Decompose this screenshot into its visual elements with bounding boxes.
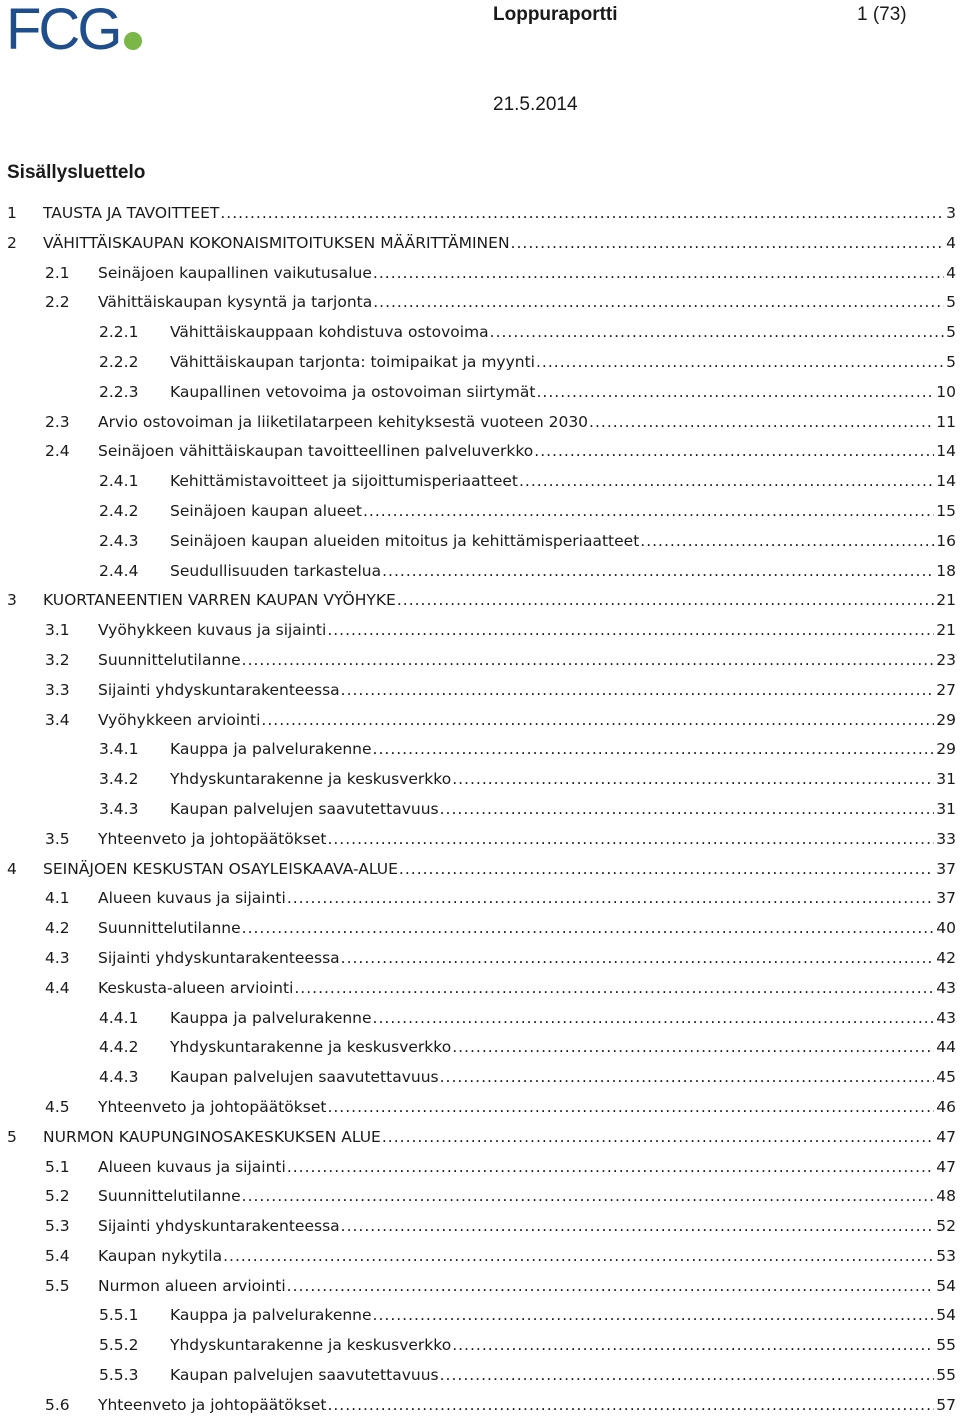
toc-dot-leader: [452, 1033, 934, 1063]
toc-dot-leader: [287, 1272, 935, 1302]
toc-entry-number: 4.4.3: [99, 1068, 139, 1087]
toc-entry-title: Kaupan palvelujen saavutettavuus: [170, 1366, 439, 1385]
toc-entry-page: 29: [936, 740, 956, 759]
toc-entry-line: [98, 884, 956, 914]
toc-dot-leader: [519, 467, 934, 497]
toc-entry-page: 48: [936, 1187, 956, 1206]
toc-entry-line: [170, 765, 956, 795]
toc-entry[interactable]: [0, 437, 960, 467]
toc-entry-number: 5.5.1: [99, 1306, 139, 1325]
toc-entry[interactable]: [0, 914, 960, 944]
toc-entry-number: 5: [7, 1127, 17, 1146]
toc-entry-line: [98, 974, 956, 1004]
toc-dot-leader: [223, 1242, 934, 1272]
toc-entry-number: 2.4.1: [99, 472, 139, 491]
toc-entry-line: [170, 497, 956, 527]
toc-dot-leader: [287, 1153, 934, 1183]
toc-entry[interactable]: [0, 706, 960, 736]
toc-entry-number: 5.1: [45, 1157, 70, 1176]
toc-entry-page: 21: [936, 621, 956, 640]
toc-entry-page: 3: [946, 204, 956, 222]
toc-entry[interactable]: [0, 1272, 960, 1302]
toc-entry-line: [98, 646, 956, 676]
toc-entry-number: 4.1: [45, 889, 70, 908]
toc-entry-number: 2.4: [45, 442, 70, 461]
toc-entry-title: Seinäjoen vähittäiskaupan tavoitteellinen palveluverkko: [98, 442, 534, 461]
toc-dot-leader: [440, 1063, 935, 1093]
toc-entry-line: [170, 557, 956, 587]
toc-dot-leader: [242, 914, 935, 944]
toc-dot-leader: [220, 199, 944, 229]
toc-heading: Sisällysluettelo: [7, 162, 146, 183]
toc-dot-leader: [327, 1093, 934, 1123]
toc-entry-number: 3.3: [45, 680, 70, 699]
toc-entry[interactable]: [0, 586, 960, 616]
toc-entry-number: 5.4: [45, 1246, 70, 1265]
toc-entry-title: TAUSTA JA TAVOITTEET: [43, 204, 220, 222]
toc-entry-page: 5: [946, 352, 956, 371]
toc-entry-number: 5.3: [45, 1217, 70, 1236]
document-date: 21.5.2014: [493, 94, 578, 115]
toc-entry[interactable]: [0, 855, 960, 885]
toc-entry-title: Kaupallinen vetovoima ja ostovoiman siirtymät: [170, 382, 536, 401]
toc-entry-number: 2.2.3: [99, 382, 139, 401]
toc-entry-title: SEINÄJOEN KESKUSTAN OSAYLEISKAAVA-ALUE: [43, 859, 398, 878]
toc-entry[interactable]: [0, 884, 960, 914]
toc-dot-leader: [294, 974, 934, 1004]
table-of-contents: [0, 199, 960, 1421]
toc-entry[interactable]: [0, 825, 960, 855]
toc-entry-page: 45: [936, 1068, 956, 1087]
toc-entry-page: 10: [936, 382, 956, 401]
toc-dot-leader: [452, 1331, 934, 1361]
toc-entry-title: Yhteenveto ja johtopäätökset: [98, 1395, 327, 1414]
toc-entry[interactable]: [0, 795, 960, 825]
toc-entry-page: 16: [936, 531, 956, 550]
toc-entry-title: Yhteenveto ja johtopäätökset: [98, 1097, 327, 1116]
toc-entry[interactable]: [0, 735, 960, 765]
toc-entry-title: Seudullisuuden tarkastelua: [170, 561, 382, 580]
toc-entry[interactable]: [0, 259, 960, 289]
toc-dot-leader: [341, 1212, 935, 1242]
toc-entry-line: [98, 437, 956, 467]
toc-entry-line: [98, 1272, 956, 1302]
toc-entry-title: Vähittäiskaupan tarjonta: toimipaikat ja myynti: [170, 352, 535, 371]
toc-entry-title: KUORTANEENTIEN VARREN KAUPAN VYÖHYKE: [43, 591, 396, 610]
toc-entry[interactable]: [0, 557, 960, 587]
toc-entry-page: 54: [936, 1276, 956, 1295]
toc-dot-leader: [287, 884, 934, 914]
toc-entry-page: 47: [936, 1157, 956, 1176]
toc-entry[interactable]: [0, 318, 960, 348]
toc-entry-line: [43, 855, 956, 885]
toc-entry-title: Kauppa ja palvelurakenne: [170, 1008, 372, 1027]
toc-entry-number: 5.5: [45, 1276, 70, 1295]
toc-entry-page: 11: [936, 412, 956, 431]
toc-entry[interactable]: [0, 1004, 960, 1034]
logo-text: FCG: [6, 0, 120, 62]
toc-entry-page: 31: [936, 799, 956, 818]
toc-entry[interactable]: [0, 1153, 960, 1183]
toc-entry-number: 3.4.1: [99, 740, 139, 759]
toc-entry-number: 2.2.1: [99, 323, 139, 342]
toc-dot-leader: [640, 527, 934, 557]
toc-entry-page: 14: [936, 442, 956, 461]
toc-entry-page: 54: [936, 1306, 956, 1325]
toc-entry[interactable]: [0, 1301, 960, 1331]
toc-entry-title: Kaupan nykytila: [98, 1246, 223, 1265]
toc-entry-line: [170, 1063, 956, 1093]
toc-entry[interactable]: [0, 348, 960, 378]
toc-entry-title: Arvio ostovoiman ja liiketilatarpeen kehityksestä vuoteen 2030: [98, 412, 589, 431]
toc-entry[interactable]: [0, 1361, 960, 1391]
toc-entry-number: 4.2: [45, 919, 70, 938]
toc-dot-leader: [242, 646, 935, 676]
toc-entry[interactable]: [0, 1182, 960, 1212]
toc-dot-leader: [399, 855, 934, 885]
toc-entry-number: 5.5.3: [99, 1366, 139, 1385]
toc-entry[interactable]: [0, 1123, 960, 1153]
toc-entry-number: 2: [7, 233, 17, 252]
toc-entry-line: [43, 1123, 956, 1153]
toc-entry-line: [170, 1331, 956, 1361]
toc-entry-page: 44: [936, 1038, 956, 1057]
toc-entry-page: 14: [936, 472, 956, 491]
toc-entry[interactable]: [0, 1063, 960, 1093]
toc-entry-line: [43, 229, 956, 259]
toc-entry-line: [170, 795, 956, 825]
toc-entry-number: 3.2: [45, 650, 70, 669]
company-logo: [6, 0, 142, 62]
toc-entry-line: [170, 378, 956, 408]
toc-entry-line: [98, 825, 956, 855]
toc-entry-number: 3.1: [45, 621, 70, 640]
toc-entry-page: 31: [936, 770, 956, 789]
toc-entry-line: [98, 408, 956, 438]
toc-entry-number: 4: [7, 859, 17, 878]
toc-entry-line: [170, 348, 956, 378]
document-title: Loppuraportti: [493, 4, 618, 25]
toc-entry[interactable]: [0, 616, 960, 646]
toc-entry-title: NURMON KAUPUNGINOSAKESKUKSEN ALUE: [43, 1127, 381, 1146]
toc-entry-page: 55: [936, 1366, 956, 1385]
toc-dot-leader: [341, 944, 935, 974]
toc-dot-leader: [327, 825, 934, 855]
toc-entry-number: 4.4: [45, 978, 70, 997]
toc-entry-line: [170, 1301, 956, 1331]
toc-entry-number: 2.3: [45, 412, 70, 431]
toc-entry-page: 47: [936, 1127, 956, 1146]
toc-entry-title: Seinäjoen kaupallinen vaikutusalue: [98, 263, 372, 282]
toc-entry-page: 4: [946, 263, 956, 282]
toc-dot-leader: [490, 318, 944, 348]
toc-entry-line: [98, 706, 956, 736]
toc-dot-leader: [373, 1004, 935, 1034]
toc-entry-number: 2.2.2: [99, 352, 139, 371]
toc-entry-title: Vyöhykkeen arviointi: [98, 710, 261, 729]
toc-dot-leader: [511, 229, 944, 259]
toc-entry-number: 2.4.4: [99, 561, 139, 580]
toc-entry-title: Suunnittelutilanne: [98, 919, 241, 938]
toc-entry-line: [98, 1242, 956, 1272]
toc-entry-page: 29: [936, 710, 956, 729]
toc-dot-leader: [373, 735, 935, 765]
toc-entry-title: Nurmon alueen arviointi: [98, 1276, 286, 1295]
toc-entry-title: VÄHITTÄISKAUPAN KOKONAISMITOITUKSEN MÄÄRITTÄMINEN: [43, 233, 510, 252]
toc-entry-page: 18: [936, 561, 956, 580]
toc-entry-title: Sijainti yhdyskuntarakenteessa: [98, 1217, 340, 1236]
toc-dot-leader: [363, 497, 934, 527]
toc-entry-number: 3.4: [45, 710, 70, 729]
toc-entry[interactable]: [0, 497, 960, 527]
toc-entry[interactable]: [0, 1212, 960, 1242]
toc-entry-page: 37: [936, 859, 956, 878]
toc-entry-number: 5.6: [45, 1395, 70, 1414]
toc-entry-line: [98, 259, 956, 289]
toc-entry-line: [43, 199, 956, 229]
toc-entry[interactable]: [0, 676, 960, 706]
toc-entry-page: 27: [936, 680, 956, 699]
toc-entry[interactable]: [0, 1391, 960, 1421]
toc-entry-number: 1: [7, 204, 17, 222]
toc-entry-line: [170, 527, 956, 557]
toc-entry-page: 40: [936, 919, 956, 938]
toc-entry-page: 43: [936, 1008, 956, 1027]
toc-entry-line: [98, 676, 956, 706]
toc-entry[interactable]: [0, 1331, 960, 1361]
toc-dot-leader: [534, 437, 934, 467]
toc-entry-title: Yhteenveto ja johtopäätökset: [98, 829, 327, 848]
toc-entry-title: Alueen kuvaus ja sijainti: [98, 1157, 286, 1176]
toc-entry[interactable]: [0, 467, 960, 497]
toc-entry-number: 3.4.2: [99, 770, 139, 789]
toc-entry-line: [170, 318, 956, 348]
toc-entry-title: Yhdyskuntarakenne ja keskusverkko: [170, 770, 452, 789]
toc-entry-number: 3.4.3: [99, 799, 139, 818]
toc-entry-line: [170, 735, 956, 765]
toc-entry-page: 52: [936, 1217, 956, 1236]
toc-entry-title: Kauppa ja palvelurakenne: [170, 1306, 372, 1325]
toc-entry-title: Sijainti yhdyskuntarakenteessa: [98, 680, 340, 699]
toc-entry-line: [98, 1212, 956, 1242]
toc-entry-title: Alueen kuvaus ja sijainti: [98, 889, 286, 908]
toc-entry-line: [170, 1004, 956, 1034]
toc-entry-page: 43: [936, 978, 956, 997]
toc-entry[interactable]: [0, 527, 960, 557]
toc-entry[interactable]: [0, 974, 960, 1004]
toc-dot-leader: [397, 586, 934, 616]
toc-entry-line: [170, 467, 956, 497]
toc-entry-number: 4.5: [45, 1097, 70, 1116]
toc-entry-line: [98, 1093, 956, 1123]
toc-entry[interactable]: [0, 378, 960, 408]
toc-dot-leader: [373, 259, 944, 289]
toc-entry-page: 23: [936, 650, 956, 669]
toc-entry-line: [98, 944, 956, 974]
toc-entry-page: 5: [946, 293, 956, 312]
toc-entry-line: [170, 1361, 956, 1391]
toc-entry-page: 33: [936, 829, 956, 848]
toc-dot-leader: [440, 795, 935, 825]
toc-entry-number: 5.5.2: [99, 1336, 139, 1355]
toc-entry-page: 42: [936, 948, 956, 967]
toc-entry-title: Vähittäiskaupan kysyntä ja tarjonta: [98, 293, 373, 312]
toc-entry-title: Kaupan palvelujen saavutettavuus: [170, 799, 439, 818]
toc-entry-page: 37: [936, 889, 956, 908]
toc-dot-leader: [242, 1182, 935, 1212]
toc-entry-title: Seinäjoen kaupan alueiden mitoitus ja kehittämisperiaatteet: [170, 531, 640, 550]
toc-entry-title: Vyöhykkeen kuvaus ja sijainti: [98, 621, 327, 640]
toc-dot-leader: [536, 348, 944, 378]
toc-entry-number: 2.2: [45, 293, 70, 312]
toc-entry-line: [98, 1153, 956, 1183]
toc-entry-number: 2.4.2: [99, 501, 139, 520]
toc-entry-line: [98, 914, 956, 944]
toc-dot-leader: [589, 408, 934, 438]
toc-entry[interactable]: [0, 199, 960, 229]
toc-dot-leader: [373, 1301, 935, 1331]
toc-entry-page: 15: [936, 501, 956, 520]
toc-dot-leader: [373, 288, 944, 318]
toc-entry[interactable]: [0, 646, 960, 676]
toc-entry-number: 4.3: [45, 948, 70, 967]
toc-entry-page: 4: [946, 233, 956, 252]
toc-dot-leader: [327, 1391, 934, 1421]
toc-entry[interactable]: [0, 229, 960, 259]
toc-entry-number: 3: [7, 591, 17, 610]
toc-entry-title: Keskusta-alueen arviointi: [98, 978, 294, 997]
toc-entry-title: Suunnittelutilanne: [98, 650, 241, 669]
toc-entry-line: [98, 616, 956, 646]
toc-dot-leader: [382, 1123, 934, 1153]
toc-entry-number: 5.2: [45, 1187, 70, 1206]
toc-entry-page: 46: [936, 1097, 956, 1116]
toc-entry[interactable]: [0, 1093, 960, 1123]
toc-entry[interactable]: [0, 944, 960, 974]
toc-dot-leader: [440, 1361, 935, 1391]
toc-entry[interactable]: [0, 1033, 960, 1063]
toc-entry-title: Yhdyskuntarakenne ja keskusverkko: [170, 1038, 452, 1057]
toc-dot-leader: [327, 616, 934, 646]
toc-entry-number: 2.4.3: [99, 531, 139, 550]
toc-entry-page: 53: [936, 1246, 956, 1265]
toc-entry-line: [98, 1391, 956, 1421]
toc-entry-number: 4.4.1: [99, 1008, 139, 1027]
toc-entry-line: [170, 1033, 956, 1063]
toc-dot-leader: [382, 557, 934, 587]
toc-entry-line: [43, 586, 956, 616]
toc-dot-leader: [452, 765, 934, 795]
toc-entry-title: Kehittämistavoitteet ja sijoittumisperiaatteet: [170, 472, 518, 491]
toc-entry-number: 3.5: [45, 829, 70, 848]
toc-entry-title: Kaupan palvelujen saavutettavuus: [170, 1068, 439, 1087]
toc-entry-page: 21: [936, 591, 956, 610]
toc-entry-title: Suunnittelutilanne: [98, 1187, 241, 1206]
toc-entry[interactable]: [0, 288, 960, 318]
toc-dot-leader: [261, 706, 934, 736]
toc-entry-page: 55: [936, 1336, 956, 1355]
toc-entry[interactable]: [0, 1242, 960, 1272]
toc-entry-title: Yhdyskuntarakenne ja keskusverkko: [170, 1336, 452, 1355]
toc-dot-leader: [536, 378, 934, 408]
toc-dot-leader: [341, 676, 935, 706]
toc-entry-page: 57: [936, 1395, 956, 1414]
toc-entry-title: Kauppa ja palvelurakenne: [170, 740, 372, 759]
page-number: 1 (73): [857, 4, 907, 25]
toc-entry-title: Vähittäiskauppaan kohdistuva ostovoima: [170, 323, 489, 342]
toc-entry-number: 4.4.2: [99, 1038, 139, 1057]
toc-entry-page: 5: [946, 323, 956, 342]
toc-entry-line: [98, 288, 956, 318]
toc-entry-line: [98, 1182, 956, 1212]
toc-entry-title: Sijainti yhdyskuntarakenteessa: [98, 948, 340, 967]
toc-entry[interactable]: [0, 408, 960, 438]
toc-entry-number: 2.1: [45, 263, 70, 282]
logo-dot-icon: [124, 32, 142, 50]
toc-entry-title: Seinäjoen kaupan alueet: [170, 501, 362, 520]
toc-entry[interactable]: [0, 765, 960, 795]
